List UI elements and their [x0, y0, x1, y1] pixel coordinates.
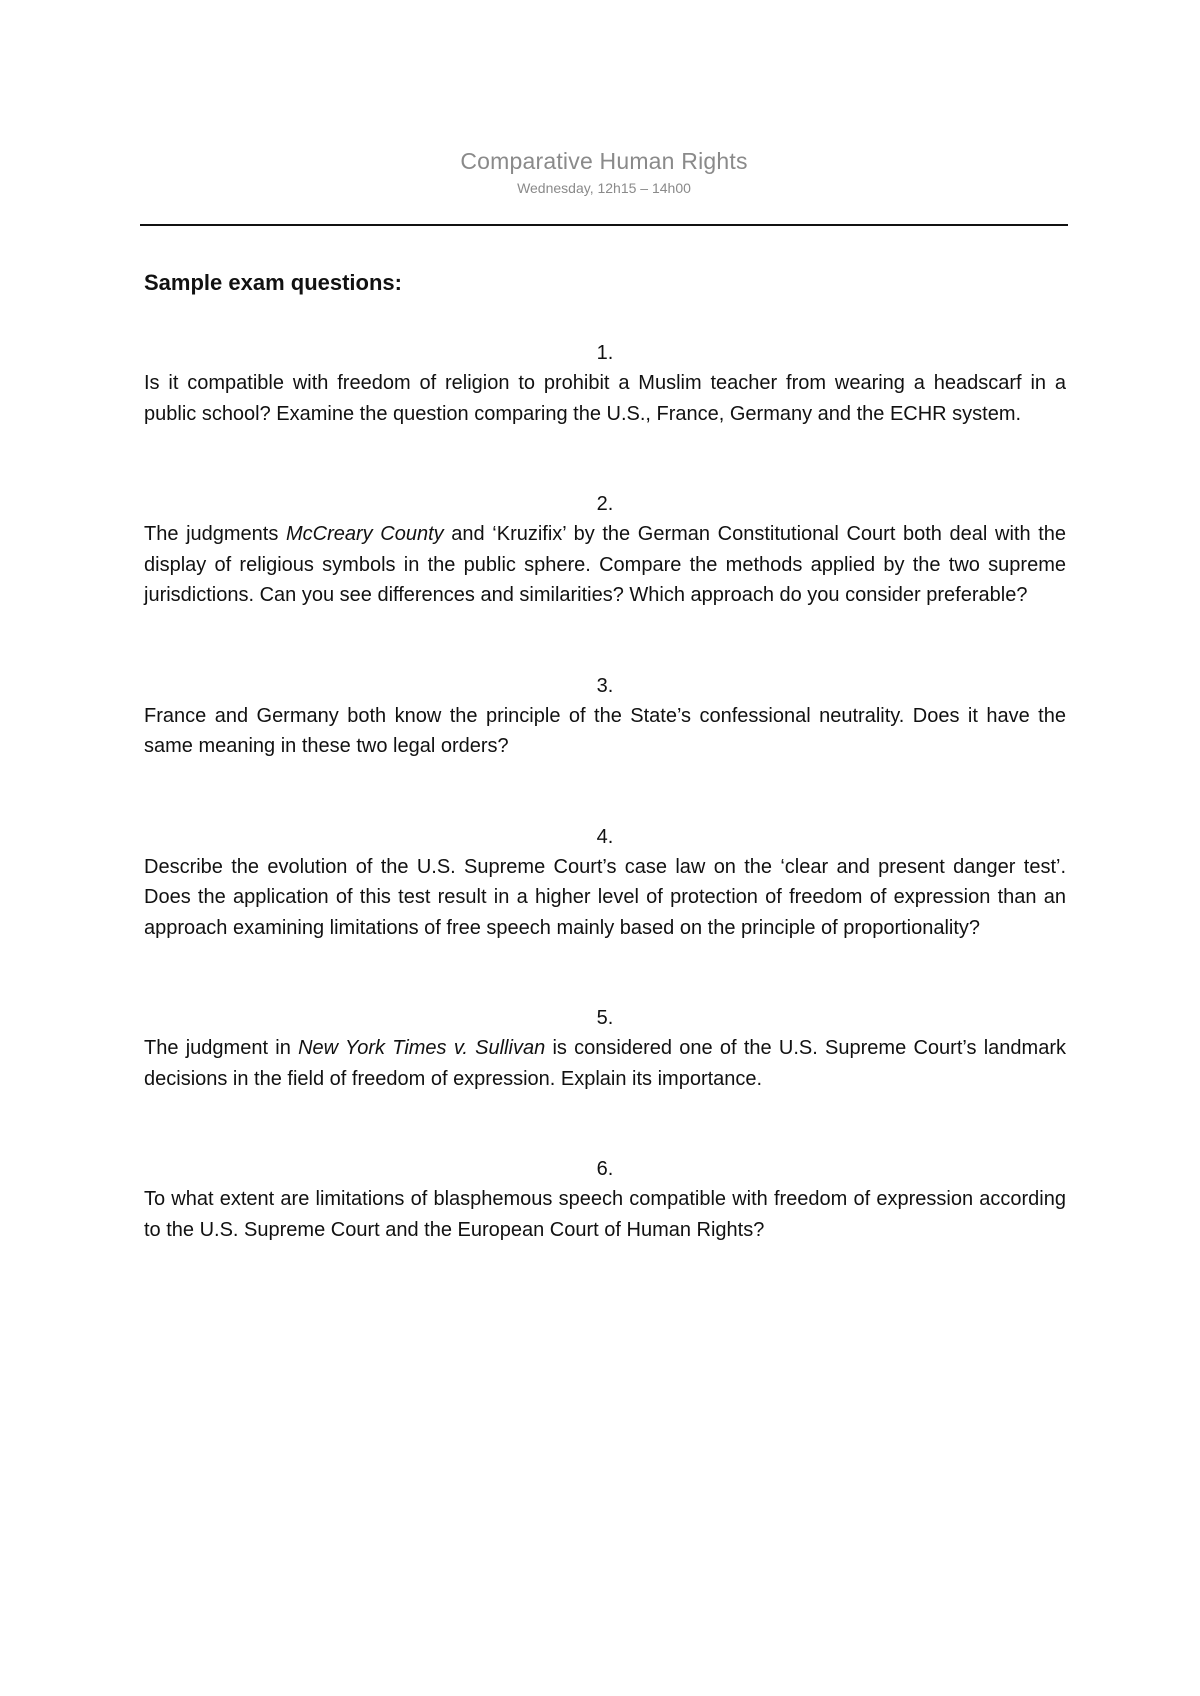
question-text: [144, 368, 1066, 429]
question-text: [144, 701, 1066, 762]
question-number: 1.: [596, 342, 614, 364]
document-body: [144, 268, 1066, 1305]
question-number: 2.: [596, 493, 614, 515]
question-2: [144, 489, 1066, 611]
question-number: 5.: [596, 1007, 614, 1029]
course-time: Wednesday, 12h15 – 14h00: [517, 180, 691, 196]
question-text: [144, 1184, 1066, 1245]
question-text-part: and ‘Kruzifix’ by the German Constitutional Court both deal with the display of religious symbols in the public sphere. Compare the methods applied by the two supreme jurisdictions. Can you see differences and similarities? Which approach do you consider preferable?: [144, 523, 1066, 606]
question-text-part: The judgment in: [144, 1037, 299, 1059]
header-divider: [140, 224, 1068, 226]
question-4: [144, 822, 1066, 944]
case-name-italic: McCreary County: [286, 523, 444, 545]
question-number: 6.: [596, 1158, 614, 1180]
case-name-italic: New York Times v. Sullivan: [298, 1037, 546, 1059]
question-3: [144, 671, 1066, 762]
question-number: 3.: [596, 674, 614, 697]
question-text: [144, 1033, 1066, 1094]
question-text-part: Is it compatible with freedom of religion to prohibit a Muslim teacher from wearing a headscarf in a public school? Examine the question comparing the U.S., France, Germany and the ECHR system.: [144, 372, 1066, 425]
question-6: [144, 1154, 1066, 1245]
question-text-part: France and Germany both know the principle of the State’s confessional neutrality. Does it have the same meaning in these two legal orders?: [144, 704, 1066, 757]
course-title: Comparative Human Rights: [460, 148, 748, 174]
question-text-part: The judgments: [144, 523, 286, 545]
question-text: [144, 852, 1066, 944]
question-text-part: To what extent are limitations of blasphemous speech compatible with freedom of expression according to the U.S. Supreme Court and the European Court of Human Rights?: [144, 1188, 1066, 1241]
question-5: [144, 1003, 1066, 1094]
question-number: 4.: [596, 825, 614, 848]
question-text-part: is considered one of the U.S. Supreme Court’s landmark decisions in the field of freedom of expression. Explain its importance.: [144, 1037, 1066, 1090]
section-title: Sample exam questions:: [144, 270, 402, 295]
question-text-part: Describe the evolution of the U.S. Supreme Court’s case law on the ‘clear and present danger test’. Does the application of this test result in a higher level of protection of freedom of expression than an approach examining limitations of free speech mainly based on the principle of proportionality?: [144, 855, 1066, 939]
question-text: [144, 519, 1066, 611]
question-1: [144, 338, 1066, 429]
document-header: [140, 146, 1068, 198]
